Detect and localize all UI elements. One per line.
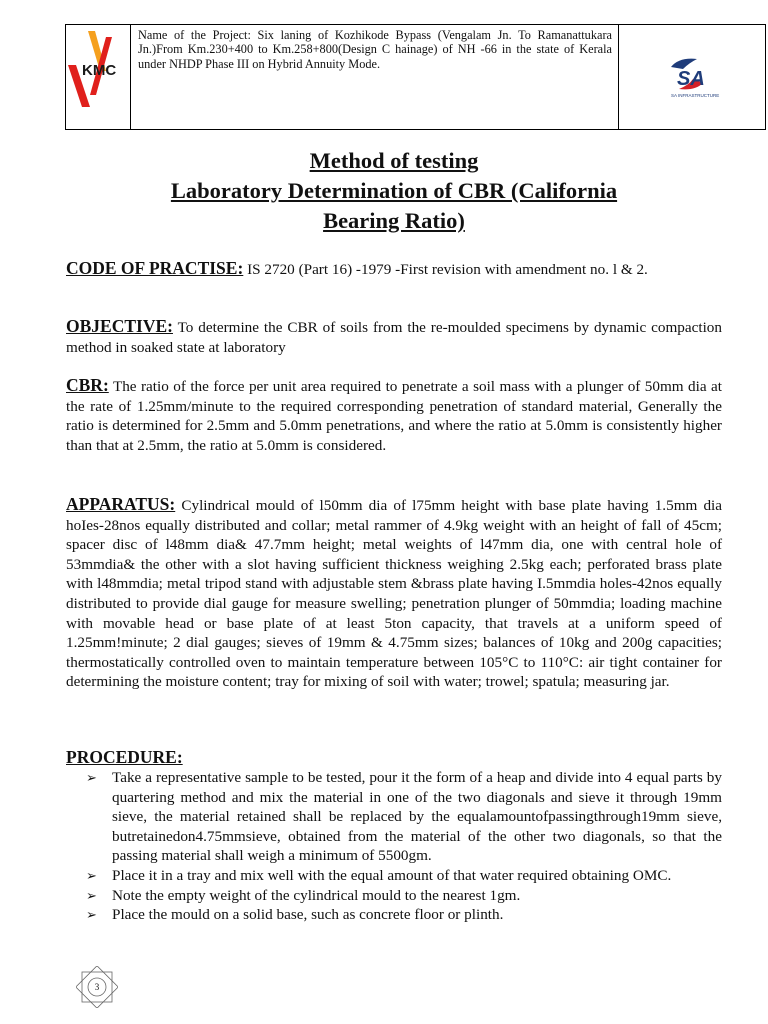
title-line-2: Laboratory Determination of CBR (California: [170, 178, 618, 203]
kmc-logo-text: KMC: [82, 62, 117, 79]
procedure-item-text: Place it in a tray and mix well with the equal amount of that water required obtaining OMC.: [112, 866, 672, 884]
procedure-item: [86, 768, 722, 866]
project-name-text: Name of the Project: Six laning of Kozhikode Bypass (Vengalam Jn. To Ramanattukara Jn.)From Km.230+400 to Km.258+800(Design C hainage) of NH -66 in the state of Kerala under NHDP Phase III on Hybrid Annuity Mode.: [131, 25, 619, 129]
project-header: [65, 24, 766, 130]
sa-logo-icon: [619, 25, 767, 129]
procedure-item-text: Place the mould on a solid base, such as concrete floor or plinth.: [112, 906, 504, 924]
objective-section: [66, 317, 722, 357]
sa-logo-cell: [619, 25, 765, 129]
cbr-heading: CBR:: [66, 375, 109, 395]
objective-heading: OBJECTIVE:: [66, 316, 173, 336]
apparatus-text: Cylindrical mould of l50mm dia of l75mm height with base plate having 1.5mm dia hoIes-28nos equally distributed and collar; metal rammer of 4.9kg weight with an height of fall of 45cm; spacer disc of l48mm dia& 47.7mm height; metal weights of l47mm dia, one with central hole of 53mmdia& the other with a slot having sufficient thickness weighing 2.5kg each; perforated brass plate with l48mmdia; metal tripod stand with adjustable stem &brass plate having I.5mmdia holes-42nos equally distributed to provide dial gauge for measure swelling; penetration plunger of 50mmdia; loading machine with movable head or base plate of at least 5ton capacity, that travels at a uniform speed of 1.25mm!minute; 2 dial gauges; sieves of 19mm & 4.75mm sizes; balances of 10kg and 200g capacities; thermostatically controlled oven to maintain temperature between 105°C to 110°C: air tight container for determining the moisture content; tray for mixing of soil with water; trowel; spatula; measuring jar.: [66, 497, 722, 691]
kmc-logo-icon: [66, 25, 128, 129]
document-title: [60, 146, 728, 236]
procedure-list: [86, 768, 722, 925]
page-number-badge: [76, 966, 118, 1008]
arrow-bullet-icon: ➢: [86, 867, 97, 883]
code-of-practise-section: [66, 259, 722, 280]
cbr-text: The ratio of the force per unit area required to penetrate a soil mass with a plunger of 50mm dia at the rate of 1.25mm/minute to the required corresponding penetration of standard material, Generally the ratio is determined for 2.5mm and 5.0mm penetrations, and where the ratio at 5.0mm is consistently higher than that at 2.5mm, the ratio at 5.0mm is considered.: [66, 378, 722, 454]
title-line-3: Bearing Ratio): [323, 208, 465, 233]
objective-text: To determine the CBR of soils from the re-moulded specimens by dynamic compaction method in soaked state at laboratory: [66, 319, 722, 356]
procedure-item: [86, 886, 722, 906]
sa-logo-text: SA: [677, 68, 705, 90]
procedure-item-text: Note the empty weight of the cylindrical mould to the nearest 1gm.: [112, 886, 521, 904]
cbr-section: [66, 376, 722, 455]
arrow-bullet-icon: ➢: [86, 907, 97, 923]
procedure-item-text: Take a representative sample to be tested, pour it the form of a heap and divide into 4 equal parts by quartering method and mix the material in one of the two diagonals and sieve it through 19mm sieve, the material retained shall be replaced by the equalamountofpassingthrough19mm sieve, butretainedon4.75mmsieve, obtained from the material of the other two diagonals, so that the passing material shall weigh a minimum of 5500gm.: [112, 769, 722, 865]
code-of-practise-text: IS 2720 (Part 16) -1979 -First revision with amendment no. l & 2.: [243, 261, 648, 278]
arrow-bullet-icon: ➢: [86, 887, 97, 903]
sa-logo-subtext: SA INFRASTRUCTURE: [671, 93, 720, 98]
code-of-practise-heading: CODE OF PRACTISE:: [66, 258, 244, 278]
apparatus-section: [66, 495, 722, 692]
page-number: 3: [94, 982, 100, 992]
arrow-bullet-icon: ➢: [86, 770, 97, 785]
procedure-item: [86, 866, 722, 886]
procedure-heading: PROCEDURE:: [66, 747, 183, 767]
apparatus-heading: APPARATUS:: [66, 494, 176, 514]
procedure-item: [86, 905, 722, 925]
title-line-1: Method of testing: [309, 148, 479, 173]
kmc-logo-cell: [66, 25, 131, 129]
